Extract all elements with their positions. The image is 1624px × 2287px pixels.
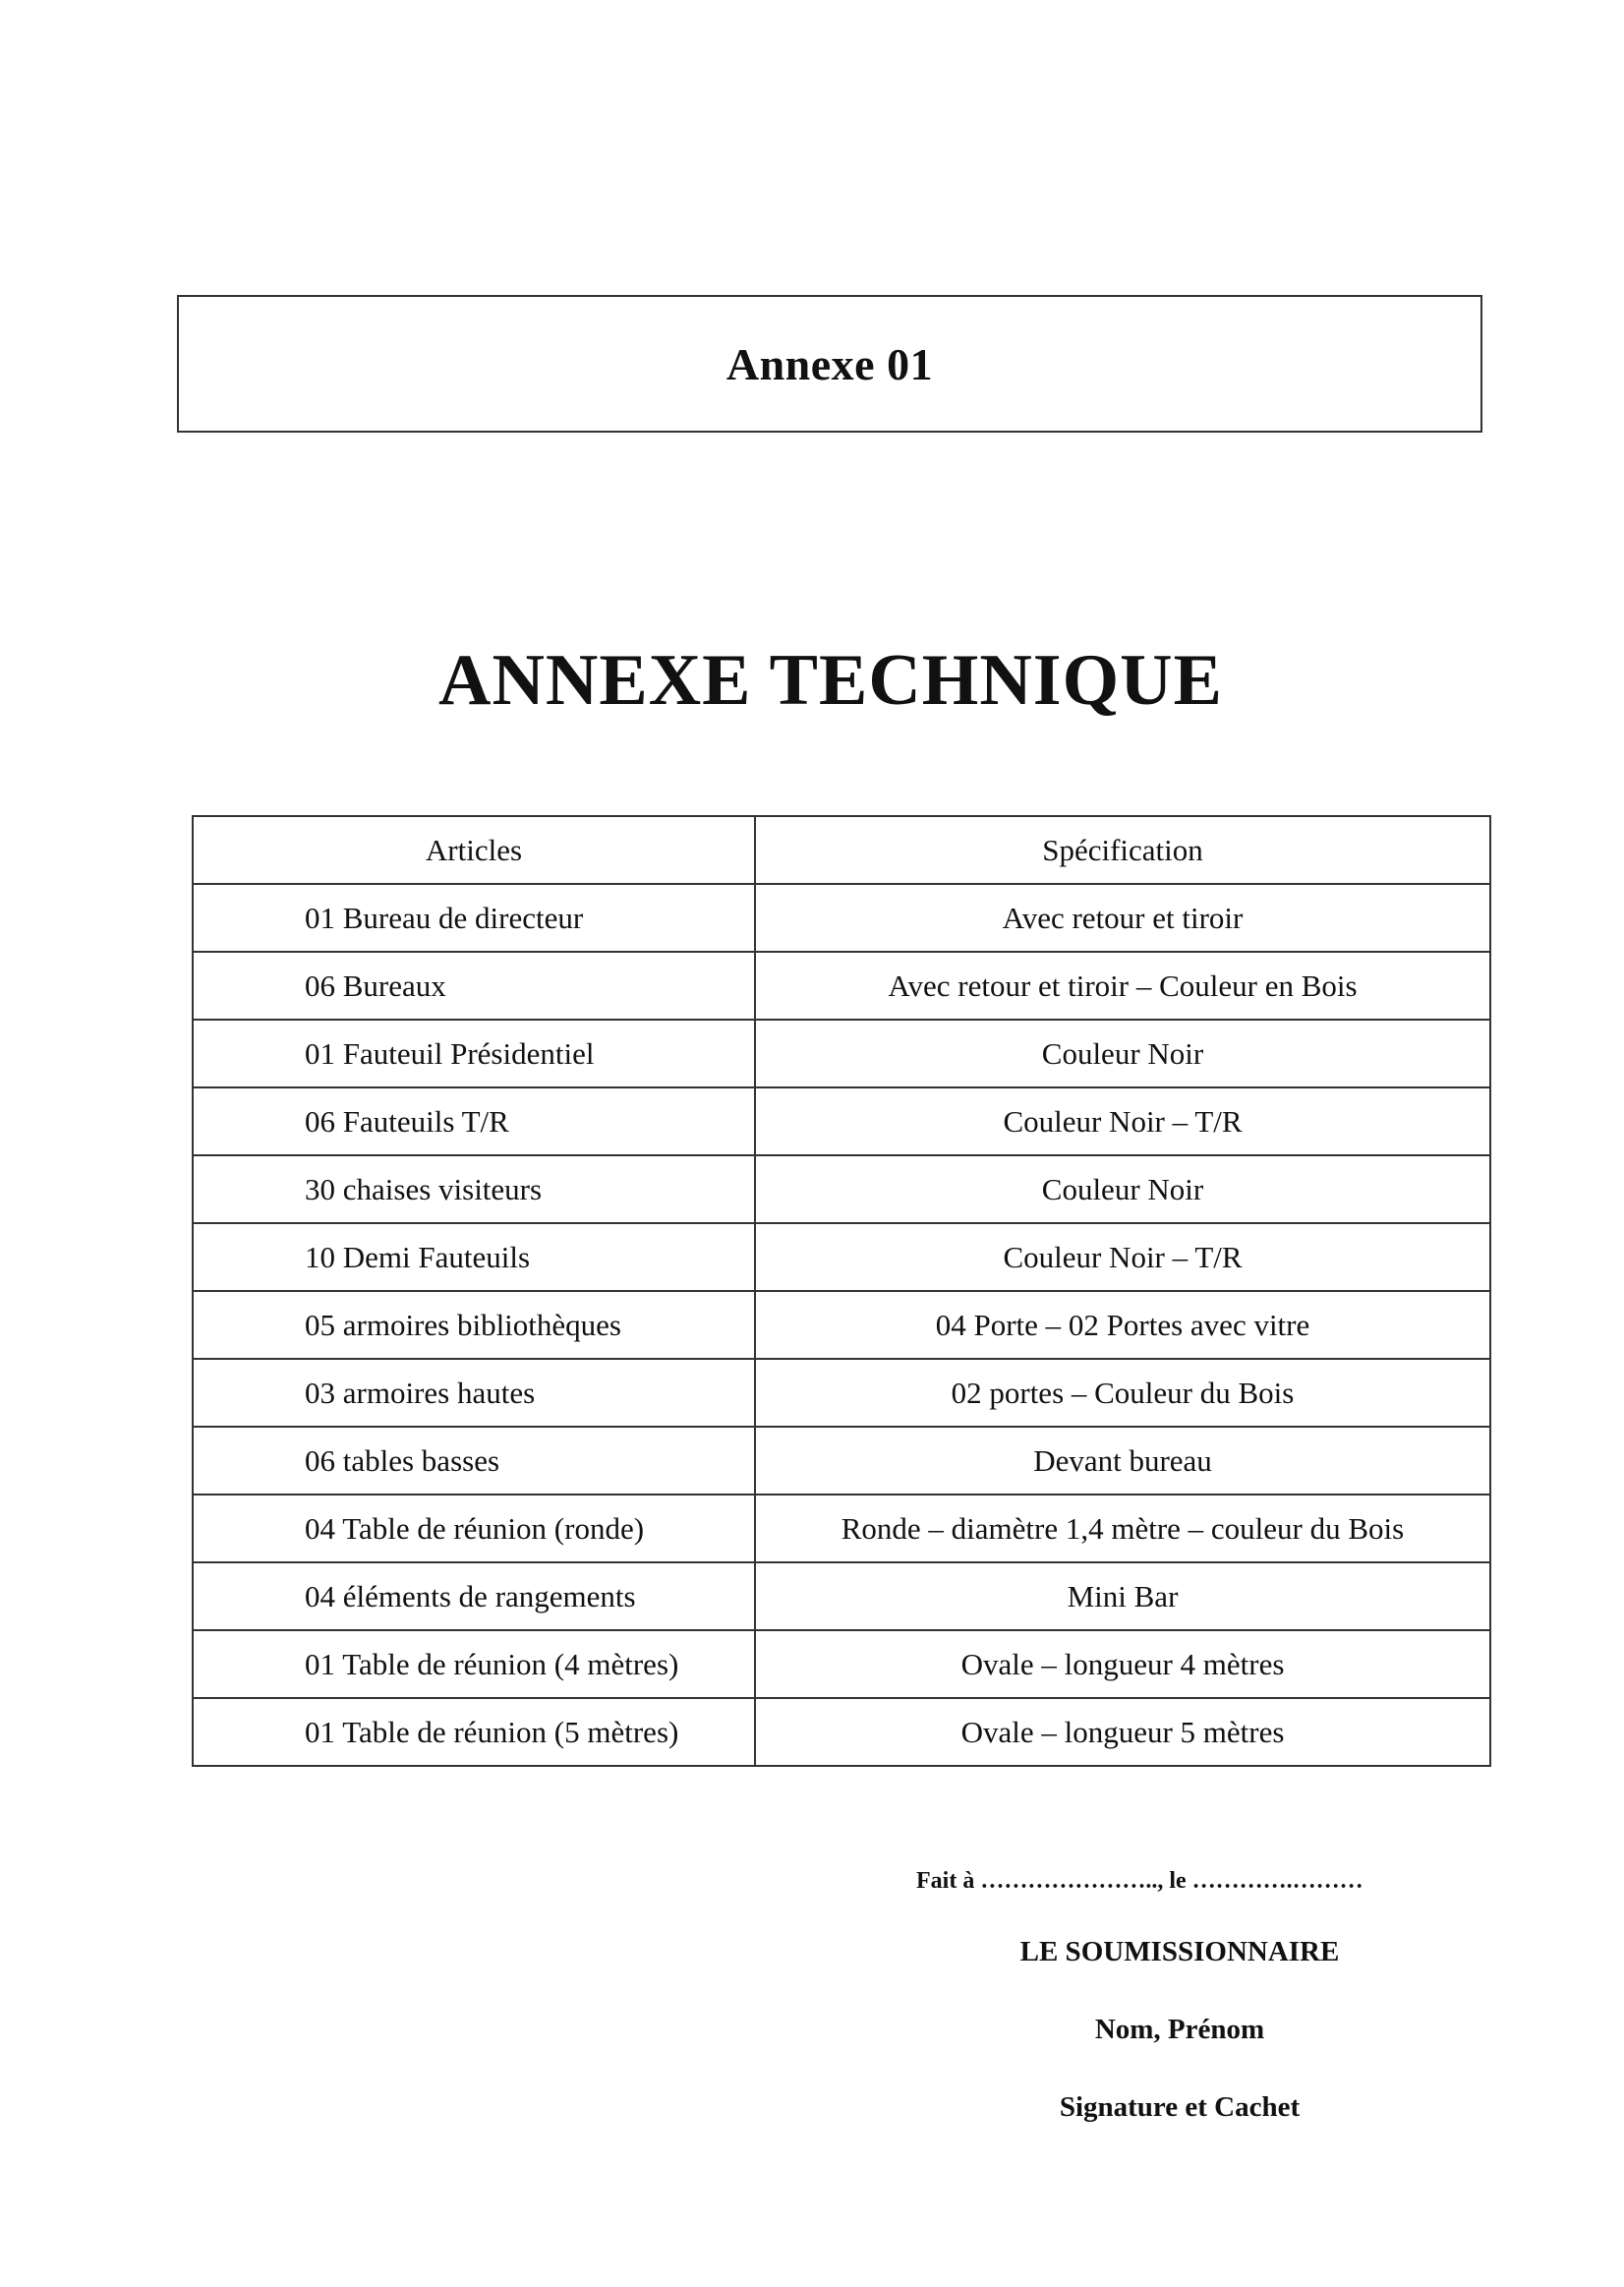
- specification-cell: Couleur Noir: [755, 1155, 1490, 1223]
- table-row: [193, 1087, 1490, 1155]
- article-cell: 10 Demi Fauteuils: [193, 1223, 755, 1291]
- table-row: [193, 952, 1490, 1020]
- table-row: [193, 1630, 1490, 1698]
- signature-stamp-label: Signature et Cachet: [1059, 2091, 1301, 2123]
- place-date-line: Fait à ………………….., le ………….………: [916, 1868, 1363, 1894]
- article-cell: 30 chaises visiteurs: [193, 1155, 755, 1223]
- table-row: [193, 1020, 1490, 1087]
- table-header-row: [193, 816, 1490, 884]
- specification-cell: Couleur Noir – T/R: [755, 1223, 1490, 1291]
- specification-cell: Ovale – longueur 4 mètres: [755, 1630, 1490, 1698]
- table-row: [193, 1155, 1490, 1223]
- specification-cell: Ovale – longueur 5 mètres: [755, 1698, 1490, 1766]
- article-cell: 01 Bureau de directeur: [193, 884, 755, 952]
- table-row: [193, 1495, 1490, 1562]
- article-cell: 04 Table de réunion (ronde): [193, 1495, 755, 1562]
- specification-cell: Avec retour et tiroir: [755, 884, 1490, 952]
- technical-spec-table: [192, 815, 1491, 1767]
- name-firstname-label: Nom, Prénom: [1094, 2014, 1265, 2045]
- annex-header-box: [177, 295, 1482, 433]
- specification-cell: Mini Bar: [755, 1562, 1490, 1630]
- article-cell: 06 Fauteuils T/R: [193, 1087, 755, 1155]
- table-row: [193, 1562, 1490, 1630]
- article-cell: 01 Table de réunion (5 mètres): [193, 1698, 755, 1766]
- table-row: [193, 1427, 1490, 1495]
- article-cell: 03 armoires hautes: [193, 1359, 755, 1427]
- table-row: [193, 1359, 1490, 1427]
- table-row: [193, 1698, 1490, 1766]
- article-cell: 01 Table de réunion (4 mètres): [193, 1630, 755, 1698]
- annex-label: Annexe 01: [725, 338, 934, 389]
- specification-cell: 02 portes – Couleur du Bois: [755, 1359, 1490, 1427]
- soumissionnaire-label: LE SOUMISSIONNAIRE: [1019, 1936, 1340, 1967]
- table-row: [193, 1291, 1490, 1359]
- article-cell: 05 armoires bibliothèques: [193, 1291, 755, 1359]
- column-header-articles: Articles: [193, 816, 755, 884]
- article-cell: 04 éléments de rangements: [193, 1562, 755, 1630]
- table-row: [193, 1223, 1490, 1291]
- article-cell: 01 Fauteuil Présidentiel: [193, 1020, 755, 1087]
- specification-cell: Couleur Noir: [755, 1020, 1490, 1087]
- table-row: [193, 884, 1490, 952]
- article-cell: 06 tables basses: [193, 1427, 755, 1495]
- specification-cell: Ronde – diamètre 1,4 mètre – couleur du Bois: [755, 1495, 1490, 1562]
- specification-cell: 04 Porte – 02 Portes avec vitre: [755, 1291, 1490, 1359]
- signature-block: [885, 1868, 1475, 2169]
- specification-cell: Devant bureau: [755, 1427, 1490, 1495]
- article-cell: 06 Bureaux: [193, 952, 755, 1020]
- specification-cell: Couleur Noir – T/R: [755, 1087, 1490, 1155]
- column-header-specification: Spécification: [755, 816, 1490, 884]
- page-title: ANNEXE TECHNIQUE: [438, 640, 1223, 721]
- specification-cell: Avec retour et tiroir – Couleur en Bois: [755, 952, 1490, 1020]
